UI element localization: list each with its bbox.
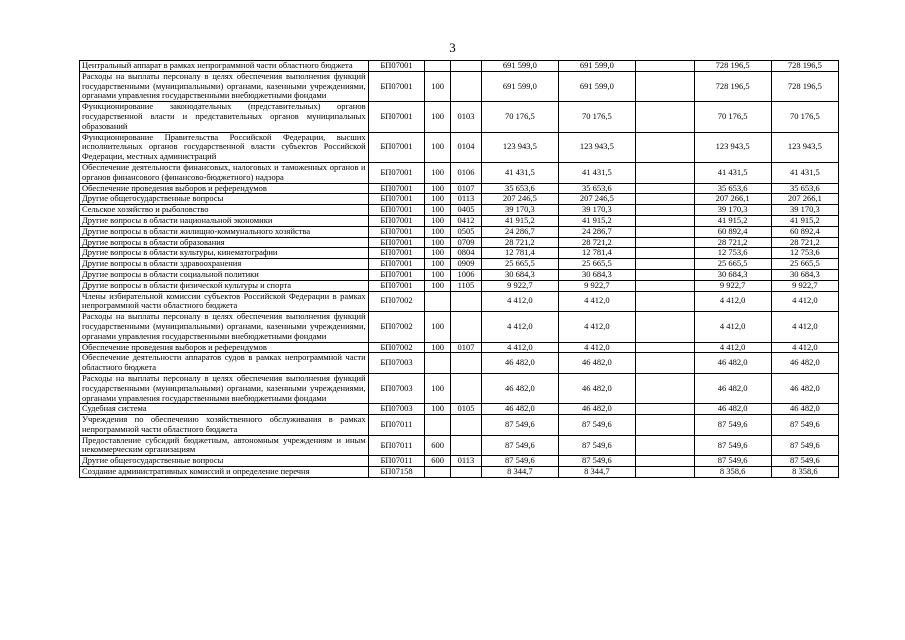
- row-section-cell: [450, 353, 481, 374]
- row-value-2-cell: 46 482,0: [558, 353, 635, 374]
- row-name-cell: Обеспечение проведения выборов и референдумов: [80, 342, 369, 353]
- row-value-3-cell: 41 915,2: [694, 215, 771, 226]
- row-name-cell: Сельское хозяйство и рыболовство: [80, 205, 369, 216]
- row-value-1-cell: 30 684,3: [481, 269, 558, 280]
- table-row: [80, 102, 839, 132]
- row-code-cell: БП07001: [368, 102, 425, 132]
- row-value-2-cell: 691 599,0: [558, 61, 635, 72]
- row-section-cell: 0107: [450, 342, 481, 353]
- row-section-cell: [450, 312, 481, 342]
- row-value-4-cell: 46 482,0: [771, 404, 838, 415]
- table-row: [80, 237, 839, 248]
- row-name-cell: Учреждения по обеспечению хозяйственного обслуживания в рамках непрограммной части областного бюджета: [80, 415, 369, 436]
- row-value-4-cell: 46 482,0: [771, 373, 838, 403]
- row-value-4-cell: 207 266,1: [771, 194, 838, 205]
- row-code-cell: БП07003: [368, 373, 425, 403]
- row-value-4-cell: 123 943,5: [771, 132, 838, 162]
- row-name-cell: Другие вопросы в области жилищно-коммунального хозяйства: [80, 226, 369, 237]
- row-name-cell: Другие общегосударственные вопросы: [80, 456, 369, 467]
- row-section-cell: 0405: [450, 205, 481, 216]
- row-code-cell: БП07001: [368, 205, 425, 216]
- row-value-3-cell: 4 412,0: [694, 342, 771, 353]
- row-section-cell: [450, 435, 481, 456]
- row-section-cell: 0103: [450, 102, 481, 132]
- row-name-cell: Обеспечение проведения выборов и референдумов: [80, 183, 369, 194]
- row-section-cell: 0412: [450, 215, 481, 226]
- row-section-cell: [450, 291, 481, 312]
- row-name-cell: Предоставление субсидий бюджетным, автономным учреждениям и иным некоммерческим организациям: [80, 435, 369, 456]
- row-value-2-cell: 28 721,2: [558, 237, 635, 248]
- row-value-3-cell: 70 176,5: [694, 102, 771, 132]
- row-value-2-cell: 12 781,4: [558, 248, 635, 259]
- table-row: [80, 248, 839, 259]
- row-name-cell: Судебная система: [80, 404, 369, 415]
- row-value-2-cell: 4 412,0: [558, 342, 635, 353]
- row-value-2-cell: 9 922,7: [558, 280, 635, 291]
- row-value-2-cell: 87 549,6: [558, 415, 635, 436]
- row-value-4-cell: 728 196,5: [771, 71, 838, 101]
- row-value-2-cell: 8 344,7: [558, 467, 635, 478]
- row-expense-type-cell: 100: [425, 248, 451, 259]
- row-empty-cell: [635, 248, 694, 259]
- row-value-3-cell: 46 482,0: [694, 353, 771, 374]
- row-name-cell: Обеспечение деятельности аппаратов судов в рамках непрограммной части областного бюджета: [80, 353, 369, 374]
- row-value-3-cell: 123 943,5: [694, 132, 771, 162]
- row-name-cell: Расходы на выплаты персоналу в целях обеспечения выполнения функций государственными (муниципальными) органами, казенными учреждениями, органами управления государственными внебюджетными фондами: [80, 373, 369, 403]
- row-value-4-cell: 4 412,0: [771, 291, 838, 312]
- row-name-cell: Другие общегосударственные вопросы: [80, 194, 369, 205]
- row-section-cell: 1105: [450, 280, 481, 291]
- row-value-2-cell: 39 170,3: [558, 205, 635, 216]
- row-empty-cell: [635, 237, 694, 248]
- row-name-cell: Функционирование законодательных (представительных) органов государственной власти и представительных органов муниципальных образований: [80, 102, 369, 132]
- row-value-1-cell: 41 431,5: [481, 162, 558, 183]
- row-empty-cell: [635, 280, 694, 291]
- row-value-1-cell: 87 549,6: [481, 415, 558, 436]
- row-expense-type-cell: 100: [425, 102, 451, 132]
- row-code-cell: БП07001: [368, 226, 425, 237]
- row-value-3-cell: 46 482,0: [694, 404, 771, 415]
- row-value-4-cell: 87 549,6: [771, 435, 838, 456]
- row-value-1-cell: 24 286,7: [481, 226, 558, 237]
- row-expense-type-cell: [425, 353, 451, 374]
- row-value-4-cell: 28 721,2: [771, 237, 838, 248]
- row-expense-type-cell: 600: [425, 456, 451, 467]
- row-value-1-cell: 39 170,3: [481, 205, 558, 216]
- row-code-cell: БП07002: [368, 342, 425, 353]
- row-value-2-cell: 30 684,3: [558, 269, 635, 280]
- row-name-cell: Функционирование Правительства Российской Федерации, высших исполнительных органов государственной власти субъектов Российской Федерации, местных администраций: [80, 132, 369, 162]
- table-row: [80, 226, 839, 237]
- row-section-cell: [450, 71, 481, 101]
- row-name-cell: Другие вопросы в области национальной экономики: [80, 215, 369, 226]
- row-value-1-cell: 70 176,5: [481, 102, 558, 132]
- row-empty-cell: [635, 183, 694, 194]
- row-expense-type-cell: 100: [425, 269, 451, 280]
- row-empty-cell: [635, 435, 694, 456]
- row-value-1-cell: 123 943,5: [481, 132, 558, 162]
- row-value-1-cell: 28 721,2: [481, 237, 558, 248]
- table-row: [80, 269, 839, 280]
- row-value-1-cell: 207 246,5: [481, 194, 558, 205]
- table-row: [80, 415, 839, 436]
- row-value-4-cell: 9 922,7: [771, 280, 838, 291]
- row-value-4-cell: 30 684,3: [771, 269, 838, 280]
- row-expense-type-cell: 100: [425, 132, 451, 162]
- budget-table: [79, 60, 839, 478]
- row-empty-cell: [635, 291, 694, 312]
- row-expense-type-cell: [425, 415, 451, 436]
- row-section-cell: [450, 373, 481, 403]
- row-value-2-cell: 24 286,7: [558, 226, 635, 237]
- row-value-1-cell: 35 653,6: [481, 183, 558, 194]
- row-value-2-cell: 691 599,0: [558, 71, 635, 101]
- row-value-4-cell: 60 892,4: [771, 226, 838, 237]
- row-code-cell: БП07003: [368, 404, 425, 415]
- row-section-cell: 0106: [450, 162, 481, 183]
- row-value-4-cell: 41 431,5: [771, 162, 838, 183]
- row-value-4-cell: 8 358,6: [771, 467, 838, 478]
- row-empty-cell: [635, 194, 694, 205]
- row-empty-cell: [635, 71, 694, 101]
- row-value-1-cell: 691 599,0: [481, 71, 558, 101]
- table-row: [80, 205, 839, 216]
- row-value-4-cell: 35 653,6: [771, 183, 838, 194]
- row-empty-cell: [635, 132, 694, 162]
- page-number: 3: [449, 40, 456, 55]
- row-name-cell: Другие вопросы в области здравоохранения: [80, 259, 369, 270]
- row-expense-type-cell: 100: [425, 194, 451, 205]
- row-value-3-cell: 28 721,2: [694, 237, 771, 248]
- row-value-1-cell: 87 549,6: [481, 435, 558, 456]
- table-row: [80, 259, 839, 270]
- row-value-4-cell: 4 412,0: [771, 342, 838, 353]
- row-name-cell: Центральный аппарат в рамках непрограммной части областного бюджета: [80, 61, 369, 72]
- row-code-cell: БП07002: [368, 312, 425, 342]
- row-value-4-cell: 25 665,5: [771, 259, 838, 270]
- table-row: [80, 342, 839, 353]
- row-expense-type-cell: 100: [425, 71, 451, 101]
- row-empty-cell: [635, 456, 694, 467]
- row-value-4-cell: 87 549,6: [771, 415, 838, 436]
- row-value-4-cell: 70 176,5: [771, 102, 838, 132]
- row-value-3-cell: 39 170,3: [694, 205, 771, 216]
- row-empty-cell: [635, 102, 694, 132]
- row-expense-type-cell: 100: [425, 259, 451, 270]
- row-value-2-cell: 87 549,6: [558, 456, 635, 467]
- row-name-cell: Создание административных комиссий и определение перечня: [80, 467, 369, 478]
- table-row: [80, 467, 839, 478]
- row-empty-cell: [635, 269, 694, 280]
- row-value-4-cell: 728 196,5: [771, 61, 838, 72]
- row-empty-cell: [635, 342, 694, 353]
- row-empty-cell: [635, 312, 694, 342]
- row-section-cell: 0804: [450, 248, 481, 259]
- table-row: [80, 353, 839, 374]
- table-row: [80, 435, 839, 456]
- row-code-cell: БП07001: [368, 280, 425, 291]
- row-section-cell: 0104: [450, 132, 481, 162]
- table-row: [80, 373, 839, 403]
- row-section-cell: 0709: [450, 237, 481, 248]
- row-name-cell: Расходы на выплаты персоналу в целях обеспечения выполнения функций государственными (муниципальными) органами, казенными учреждениями, органами управления государственными внебюджетными фондами: [80, 71, 369, 101]
- row-value-3-cell: 60 892,4: [694, 226, 771, 237]
- row-name-cell: Обеспечение деятельности финансовых, налоговых и таможенных органов и органов финансового (финансово-бюджетного) надзора: [80, 162, 369, 183]
- row-value-1-cell: 691 599,0: [481, 61, 558, 72]
- row-value-1-cell: 8 344,7: [481, 467, 558, 478]
- row-empty-cell: [635, 226, 694, 237]
- row-expense-type-cell: [425, 467, 451, 478]
- row-section-cell: 0107: [450, 183, 481, 194]
- row-value-1-cell: 4 412,0: [481, 312, 558, 342]
- row-section-cell: 0909: [450, 259, 481, 270]
- row-section-cell: 0113: [450, 194, 481, 205]
- row-empty-cell: [635, 61, 694, 72]
- row-expense-type-cell: 100: [425, 226, 451, 237]
- row-value-3-cell: 4 412,0: [694, 312, 771, 342]
- row-code-cell: БП07001: [368, 237, 425, 248]
- row-value-2-cell: 4 412,0: [558, 291, 635, 312]
- table-row: [80, 183, 839, 194]
- row-value-1-cell: 12 781,4: [481, 248, 558, 259]
- row-value-2-cell: 123 943,5: [558, 132, 635, 162]
- row-expense-type-cell: 100: [425, 215, 451, 226]
- row-code-cell: БП07011: [368, 456, 425, 467]
- table-row: [80, 456, 839, 467]
- budget-table-body: [80, 61, 839, 478]
- row-name-cell: Другие вопросы в области физической культуры и спорта: [80, 280, 369, 291]
- row-name-cell: Другие вопросы в области социальной политики: [80, 269, 369, 280]
- row-value-1-cell: 46 482,0: [481, 373, 558, 403]
- row-value-3-cell: 25 665,5: [694, 259, 771, 270]
- row-empty-cell: [635, 205, 694, 216]
- row-name-cell: Другие вопросы в области культуры, кинематографии: [80, 248, 369, 259]
- row-value-3-cell: 4 412,0: [694, 291, 771, 312]
- row-code-cell: БП07002: [368, 291, 425, 312]
- row-code-cell: БП07003: [368, 353, 425, 374]
- row-value-4-cell: 39 170,3: [771, 205, 838, 216]
- row-expense-type-cell: 600: [425, 435, 451, 456]
- row-name-cell: Другие вопросы в области образования: [80, 237, 369, 248]
- row-value-3-cell: 728 196,5: [694, 71, 771, 101]
- row-value-4-cell: 12 753,6: [771, 248, 838, 259]
- row-value-2-cell: 41 431,5: [558, 162, 635, 183]
- row-expense-type-cell: 100: [425, 312, 451, 342]
- row-value-3-cell: 46 482,0: [694, 373, 771, 403]
- row-section-cell: [450, 61, 481, 72]
- row-empty-cell: [635, 467, 694, 478]
- table-row: [80, 162, 839, 183]
- row-section-cell: 0105: [450, 404, 481, 415]
- row-value-3-cell: 35 653,6: [694, 183, 771, 194]
- row-value-2-cell: 207 246,5: [558, 194, 635, 205]
- row-value-4-cell: 87 549,6: [771, 456, 838, 467]
- table-row: [80, 61, 839, 72]
- row-code-cell: БП07001: [368, 71, 425, 101]
- row-section-cell: 0113: [450, 456, 481, 467]
- row-value-3-cell: 87 549,6: [694, 415, 771, 436]
- row-empty-cell: [635, 259, 694, 270]
- table-row: [80, 71, 839, 101]
- row-empty-cell: [635, 162, 694, 183]
- table-row: [80, 404, 839, 415]
- row-expense-type-cell: 100: [425, 183, 451, 194]
- row-expense-type-cell: 100: [425, 280, 451, 291]
- row-empty-cell: [635, 215, 694, 226]
- row-expense-type-cell: 100: [425, 342, 451, 353]
- table-row: [80, 291, 839, 312]
- row-empty-cell: [635, 415, 694, 436]
- row-expense-type-cell: 100: [425, 205, 451, 216]
- row-empty-cell: [635, 404, 694, 415]
- row-section-cell: [450, 467, 481, 478]
- row-code-cell: БП07158: [368, 467, 425, 478]
- row-value-3-cell: 207 266,1: [694, 194, 771, 205]
- row-expense-type-cell: 100: [425, 237, 451, 248]
- table-row: [80, 312, 839, 342]
- row-value-1-cell: 41 915,2: [481, 215, 558, 226]
- row-name-cell: Члены избирательной комиссии субъектов Российской Федерации в рамках непрограммной части областного бюджета: [80, 291, 369, 312]
- row-code-cell: БП07001: [368, 248, 425, 259]
- row-value-2-cell: 25 665,5: [558, 259, 635, 270]
- row-value-4-cell: 41 915,2: [771, 215, 838, 226]
- row-code-cell: БП07001: [368, 259, 425, 270]
- row-expense-type-cell: 100: [425, 162, 451, 183]
- row-empty-cell: [635, 373, 694, 403]
- row-section-cell: 0505: [450, 226, 481, 237]
- row-expense-type-cell: [425, 61, 451, 72]
- row-value-3-cell: 728 196,5: [694, 61, 771, 72]
- row-value-3-cell: 87 549,6: [694, 456, 771, 467]
- row-expense-type-cell: [425, 291, 451, 312]
- row-value-4-cell: 4 412,0: [771, 312, 838, 342]
- table-row: [80, 132, 839, 162]
- row-value-2-cell: 46 482,0: [558, 373, 635, 403]
- row-empty-cell: [635, 353, 694, 374]
- row-code-cell: БП07001: [368, 269, 425, 280]
- row-value-2-cell: 87 549,6: [558, 435, 635, 456]
- table-row: [80, 215, 839, 226]
- row-value-4-cell: 46 482,0: [771, 353, 838, 374]
- row-code-cell: БП07011: [368, 415, 425, 436]
- row-code-cell: БП07011: [368, 435, 425, 456]
- row-section-cell: 1006: [450, 269, 481, 280]
- row-value-3-cell: 41 431,5: [694, 162, 771, 183]
- row-value-1-cell: 46 482,0: [481, 404, 558, 415]
- table-row: [80, 280, 839, 291]
- row-value-3-cell: 12 753,6: [694, 248, 771, 259]
- row-code-cell: БП07001: [368, 215, 425, 226]
- table-row: [80, 194, 839, 205]
- row-code-cell: БП07001: [368, 194, 425, 205]
- row-name-cell: Расходы на выплаты персоналу в целях обеспечения выполнения функций государственными (муниципальными) органами, казенными учреждениями, органами управления государственными внебюджетными фондами: [80, 312, 369, 342]
- row-value-2-cell: 4 412,0: [558, 312, 635, 342]
- row-section-cell: [450, 415, 481, 436]
- row-value-1-cell: 46 482,0: [481, 353, 558, 374]
- row-value-3-cell: 87 549,6: [694, 435, 771, 456]
- row-code-cell: БП07001: [368, 132, 425, 162]
- row-value-2-cell: 35 653,6: [558, 183, 635, 194]
- row-value-3-cell: 8 358,6: [694, 467, 771, 478]
- row-value-2-cell: 41 915,2: [558, 215, 635, 226]
- row-value-2-cell: 46 482,0: [558, 404, 635, 415]
- row-value-3-cell: 9 922,7: [694, 280, 771, 291]
- row-expense-type-cell: 100: [425, 404, 451, 415]
- row-value-2-cell: 70 176,5: [558, 102, 635, 132]
- row-code-cell: БП07001: [368, 162, 425, 183]
- row-value-3-cell: 30 684,3: [694, 269, 771, 280]
- row-expense-type-cell: 100: [425, 373, 451, 403]
- row-code-cell: БП07001: [368, 183, 425, 194]
- row-value-1-cell: 25 665,5: [481, 259, 558, 270]
- row-code-cell: БП07001: [368, 61, 425, 72]
- row-value-1-cell: 4 412,0: [481, 342, 558, 353]
- row-value-1-cell: 87 549,6: [481, 456, 558, 467]
- row-value-1-cell: 9 922,7: [481, 280, 558, 291]
- row-value-1-cell: 4 412,0: [481, 291, 558, 312]
